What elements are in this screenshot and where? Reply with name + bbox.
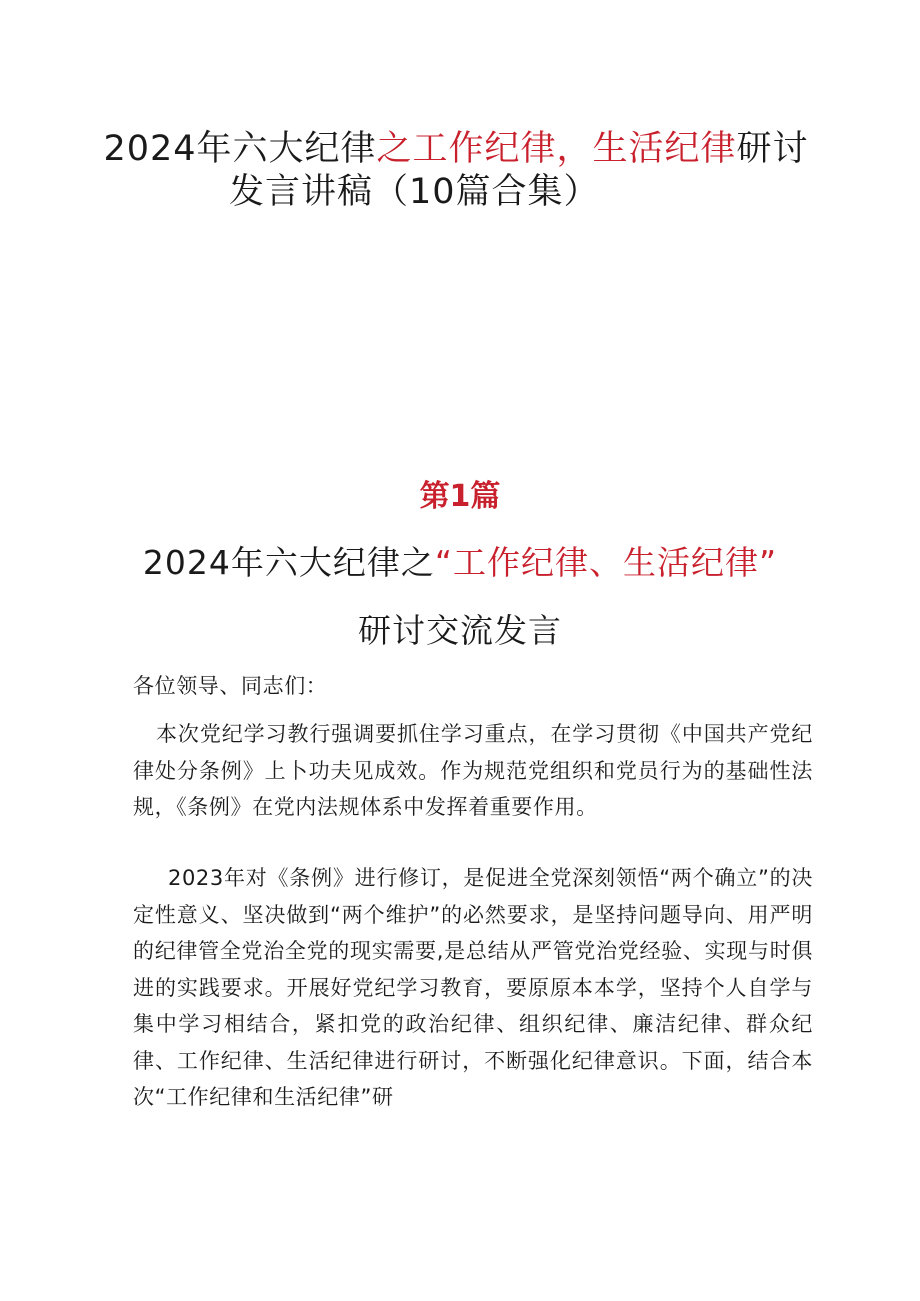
title-line-1-highlight: 之工作纪律，生活纪律 [376, 129, 737, 169]
title-line-1-suffix: 研讨 [736, 129, 809, 169]
salutation: 各位领导、同志们： [133, 674, 328, 698]
document-title-line-1 [0, 127, 916, 171]
title-line-1-prefix: 2024年六大纪律 [103, 129, 377, 169]
section-title-line-1 [0, 542, 920, 584]
section-title-highlight: “工作纪律、生活纪律” [434, 543, 778, 582]
section-title-line-2: 研讨交流发言 [358, 611, 562, 650]
document-title-line-2: 发言讲稿（10篇合集） [229, 172, 600, 212]
section-title-prefix: 2024年六大纪律之 [142, 543, 435, 582]
body-paragraph-2: 2023年对《条例》进行修订，是促进全党深刻领悟“两个确立”的决定性意义、坚决做到“两个维护”的必然要求，是坚持问题导向、用严明的纪律管全党治全党的现实需要,是总结从严管党治党经验、实现与时俱进的实践要求。开展好党纪学习教育，要原原本本学，坚持个人自学与集中学习相结合，紧扣党的政治纪律、组织纪律、廉洁纪律、群众纪律、工作纪律、生活纪律进行研讨，不断强化纪律意识。下面，结合本次“工作纪律和生活纪律”研 [133, 866, 813, 1109]
body-paragraph-1: 本次党纪学习教行强调要抓住学习重点，在学习贯彻《中国共产党纪律处分条例》上卜功夫见成效。作为规范党组织和党员行为的基础性法规，《条例》在党内法规体系中发挥着重要作用。 [133, 722, 813, 819]
section-label: 第1篇 [419, 479, 501, 514]
